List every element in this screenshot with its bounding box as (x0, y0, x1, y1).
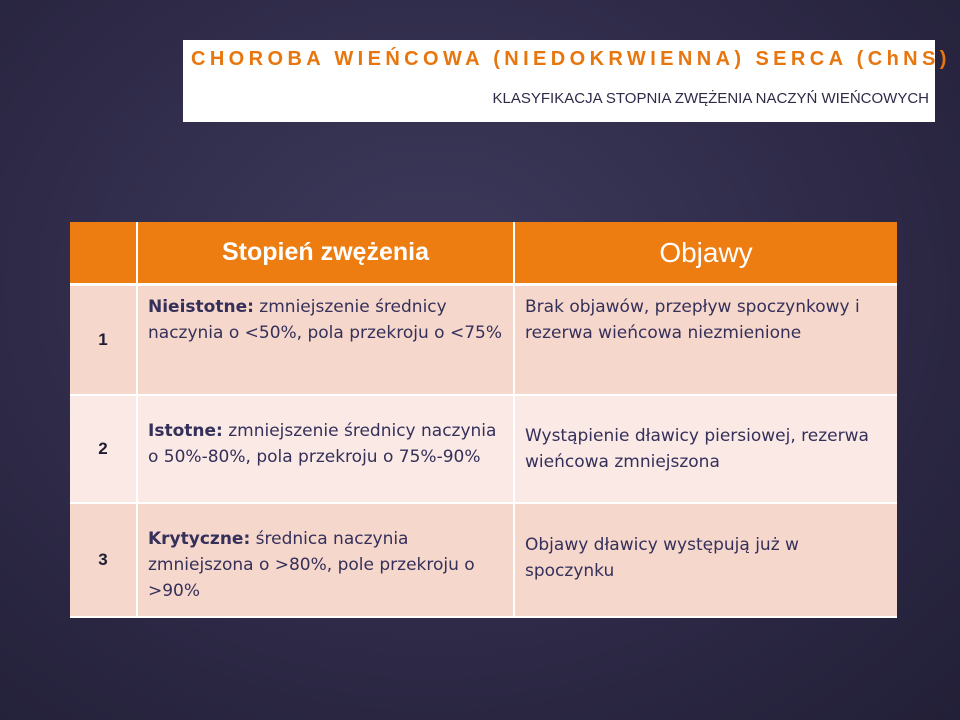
row-2-degree-label: Istotne: (148, 421, 223, 441)
row-3-degree (138, 504, 515, 618)
row-2-symptoms: Wystąpienie dławicy piersiowej, rezerwa wieńcowa zmniejszona (515, 396, 897, 504)
row-1-degree (138, 286, 515, 396)
header-number (70, 222, 138, 286)
row-3-degree-label: Krytyczne: (148, 529, 251, 549)
header-symptoms: Objawy (515, 222, 897, 286)
slide-title: CHOROBA WIEŃCOWA (NIEDOKRWIENNA) SERCA (ChNS) (191, 48, 951, 70)
slide-subtitle: KLASYFIKACJA STOPNIA ZWĘŻENIA NACZYŃ WIEŃCOWYCH (492, 90, 929, 107)
row-3-symptoms: Objawy dławicy występują już w spoczynku (515, 504, 897, 618)
row-3-degree-text: średnica naczynia zmniejszona o >80%, pole przekroju o >90% (148, 529, 475, 601)
row-1-symptoms: Brak objawów, przepływ spoczynkowy i rezerwa wieńcowa niezmienione (515, 286, 897, 396)
row-2-degree (138, 396, 515, 504)
row-2-number: 2 (70, 396, 138, 504)
row-1-degree-label: Nieistotne: (148, 297, 254, 317)
row-1-number: 1 (70, 286, 138, 396)
row-1-degree-text: zmniejszenie średnicy naczynia o <50%, pola przekroju o <75% (148, 297, 502, 343)
row-3-number: 3 (70, 504, 138, 618)
row-2-degree-text: zmniejszenie średnicy naczynia o 50%-80%, pola przekroju o 75%-90% (148, 421, 497, 467)
header-degree: Stopień zwężenia (138, 222, 515, 286)
title-bar (183, 40, 951, 122)
classification-table (70, 222, 897, 618)
